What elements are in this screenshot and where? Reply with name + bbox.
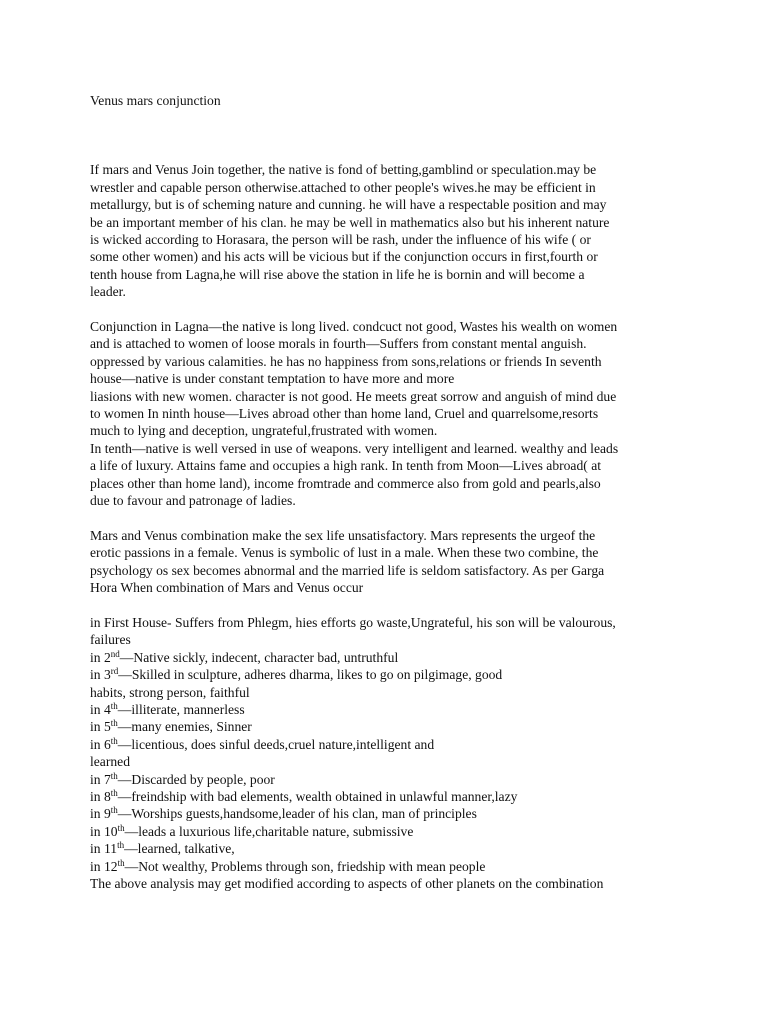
text-line: to women In ninth house—Lives abroad other than home land, Cruel and quarrelsome,resorts: [90, 406, 599, 422]
text-line: Conjunction in Lagna—the native is long lived. condcuct not good, Wastes his wealth on women: [90, 319, 618, 335]
ordinal-suffix: th: [117, 822, 125, 833]
house-number: in 10: [90, 823, 118, 839]
document-title: Venus mars conjunction: [90, 93, 221, 108]
text-line: tenth house from Lagna,he will rise above the station in life he is bornin and will become a: [90, 266, 585, 282]
house-8: [90, 788, 730, 805]
text-line: places other than home land), income fromtrade and commerce also from gold and pearls,also: [90, 475, 601, 491]
house-3: [90, 666, 730, 683]
house-5: [90, 718, 730, 735]
house-12: [90, 858, 730, 875]
house-text: —Skilled in sculpture, adheres dharma, likes to go on pilgimage, good: [118, 667, 503, 683]
text-line: metallurgy, but is of scheming nature and cunning. he will have a respectable position and may: [90, 197, 607, 213]
ordinal-suffix: th: [117, 840, 125, 851]
house-number: in 2: [90, 649, 111, 665]
house-first: in First House- Suffers from Phlegm, hies efforts go waste,Ungrateful, his son will be valourous,: [90, 614, 616, 630]
house-7: [90, 771, 730, 788]
house-11: [90, 840, 730, 857]
house-text: —Not wealthy, Problems through son, friedship with mean people: [124, 858, 486, 874]
text-line: a life of luxury. Attains fame and occupies a high rank. In tenth from Moon—Lives abroad( at: [90, 458, 601, 474]
house-text: —leads a luxurious life,charitable nature, submissive: [124, 823, 414, 839]
house-number: in 5: [90, 719, 111, 735]
house-number: in 8: [90, 788, 111, 804]
house-3-cont: habits, strong person, faithful: [90, 684, 250, 700]
text-line: oppressed by various calamities. he has no happiness from sons,relations or friends In seventh: [90, 353, 602, 369]
text-line: much to lying and deception, ungrateful,frustrated with women.: [90, 423, 438, 439]
text-line: If mars and Venus Join together, the native is fond of betting,gamblind or speculation.may be: [90, 162, 597, 178]
text-line: due to favour and patronage of ladies.: [90, 493, 296, 509]
house-text: —Native sickly, indecent, character bad, untruthful: [119, 649, 399, 665]
ordinal-suffix: th: [110, 700, 118, 711]
ordinal-suffix: nd: [110, 648, 120, 659]
house-10: [90, 823, 730, 840]
ordinal-suffix: th: [110, 787, 118, 798]
text-line: be an important member of his clan. he may be well in mathematics also but his inherent nature: [90, 214, 610, 230]
house-text: —licentious, does sinful deeds,cruel nature,intelligent and: [117, 736, 435, 752]
text-line: Hora When combination of Mars and Venus occur: [90, 580, 364, 596]
ordinal-suffix: th: [110, 805, 118, 816]
ordinal-suffix: th: [117, 857, 125, 868]
paragraph-lagna: [90, 318, 730, 509]
text-line: Mars and Venus combination make the sex life unsatisfactory. Mars represents the urgeof the: [90, 527, 596, 543]
document-page: [90, 92, 730, 892]
text-line: some other women) and his acts will be vicious but if the conjunction occurs in first,fourth or: [90, 249, 598, 265]
text-line: is wicked according to Horasara, the person will be rash, under the influence of his wife ( or: [90, 232, 591, 248]
house-number: in 4: [90, 701, 111, 717]
text-line: psychology os sex becomes abnormal and the married life is seldom satisfactory. As per Garga: [90, 562, 605, 578]
house-4: [90, 701, 730, 718]
ordinal-suffix: th: [110, 718, 118, 729]
house-text: —learned, talkative,: [124, 841, 235, 857]
text-line: liasions with new women. character is not good. He meets great sorrow and anguish of mind due: [90, 388, 617, 404]
house-text: —illiterate, mannerless: [117, 701, 245, 717]
text-line: and is attached to women of loose morals in fourth—Suffers from constant mental anguish.: [90, 336, 587, 352]
house-number: in 11: [90, 841, 118, 857]
house-2: [90, 649, 730, 666]
text-line: wrestler and capable person otherwise.attached to other people's wives.he may be efficient in: [90, 179, 596, 195]
paragraph-intro: [90, 161, 730, 300]
text-line: house—native is under constant temptation to have more and more: [90, 371, 455, 387]
house-text: —freindship with bad elements, wealth obtained in unlawful manner,lazy: [117, 788, 518, 804]
house-first-cont: failures: [90, 632, 131, 648]
house-text: —Worships guests,handsome,leader of his clan, man of principles: [117, 806, 477, 822]
house-number: in 3: [90, 667, 111, 683]
text-line: In tenth—native is well versed in use of weapons. very intelligent and learned. wealthy and leads: [90, 440, 619, 456]
house-text: —Discarded by people, poor: [117, 771, 275, 787]
house-list: [90, 614, 730, 893]
house-number: in 7: [90, 771, 111, 787]
house-text: —many enemies, Sinner: [117, 719, 252, 735]
house-number: in 9: [90, 806, 111, 822]
paragraph-combination: [90, 527, 730, 597]
house-number: in 12: [90, 858, 118, 874]
ordinal-suffix: th: [110, 735, 118, 746]
text-line: erotic passions in a female. Venus is symbolic of lust in a male. When these two combine, the: [90, 545, 599, 561]
house-9: [90, 805, 730, 822]
house-6-cont: learned: [90, 754, 130, 770]
house-number: in 6: [90, 736, 111, 752]
ordinal-suffix: th: [110, 770, 118, 781]
house-6: [90, 736, 730, 753]
ordinal-suffix: rd: [110, 666, 119, 677]
text-line: leader.: [90, 284, 126, 300]
closing-note: The above analysis may get modified according to aspects of other planets on the combination: [90, 876, 604, 892]
